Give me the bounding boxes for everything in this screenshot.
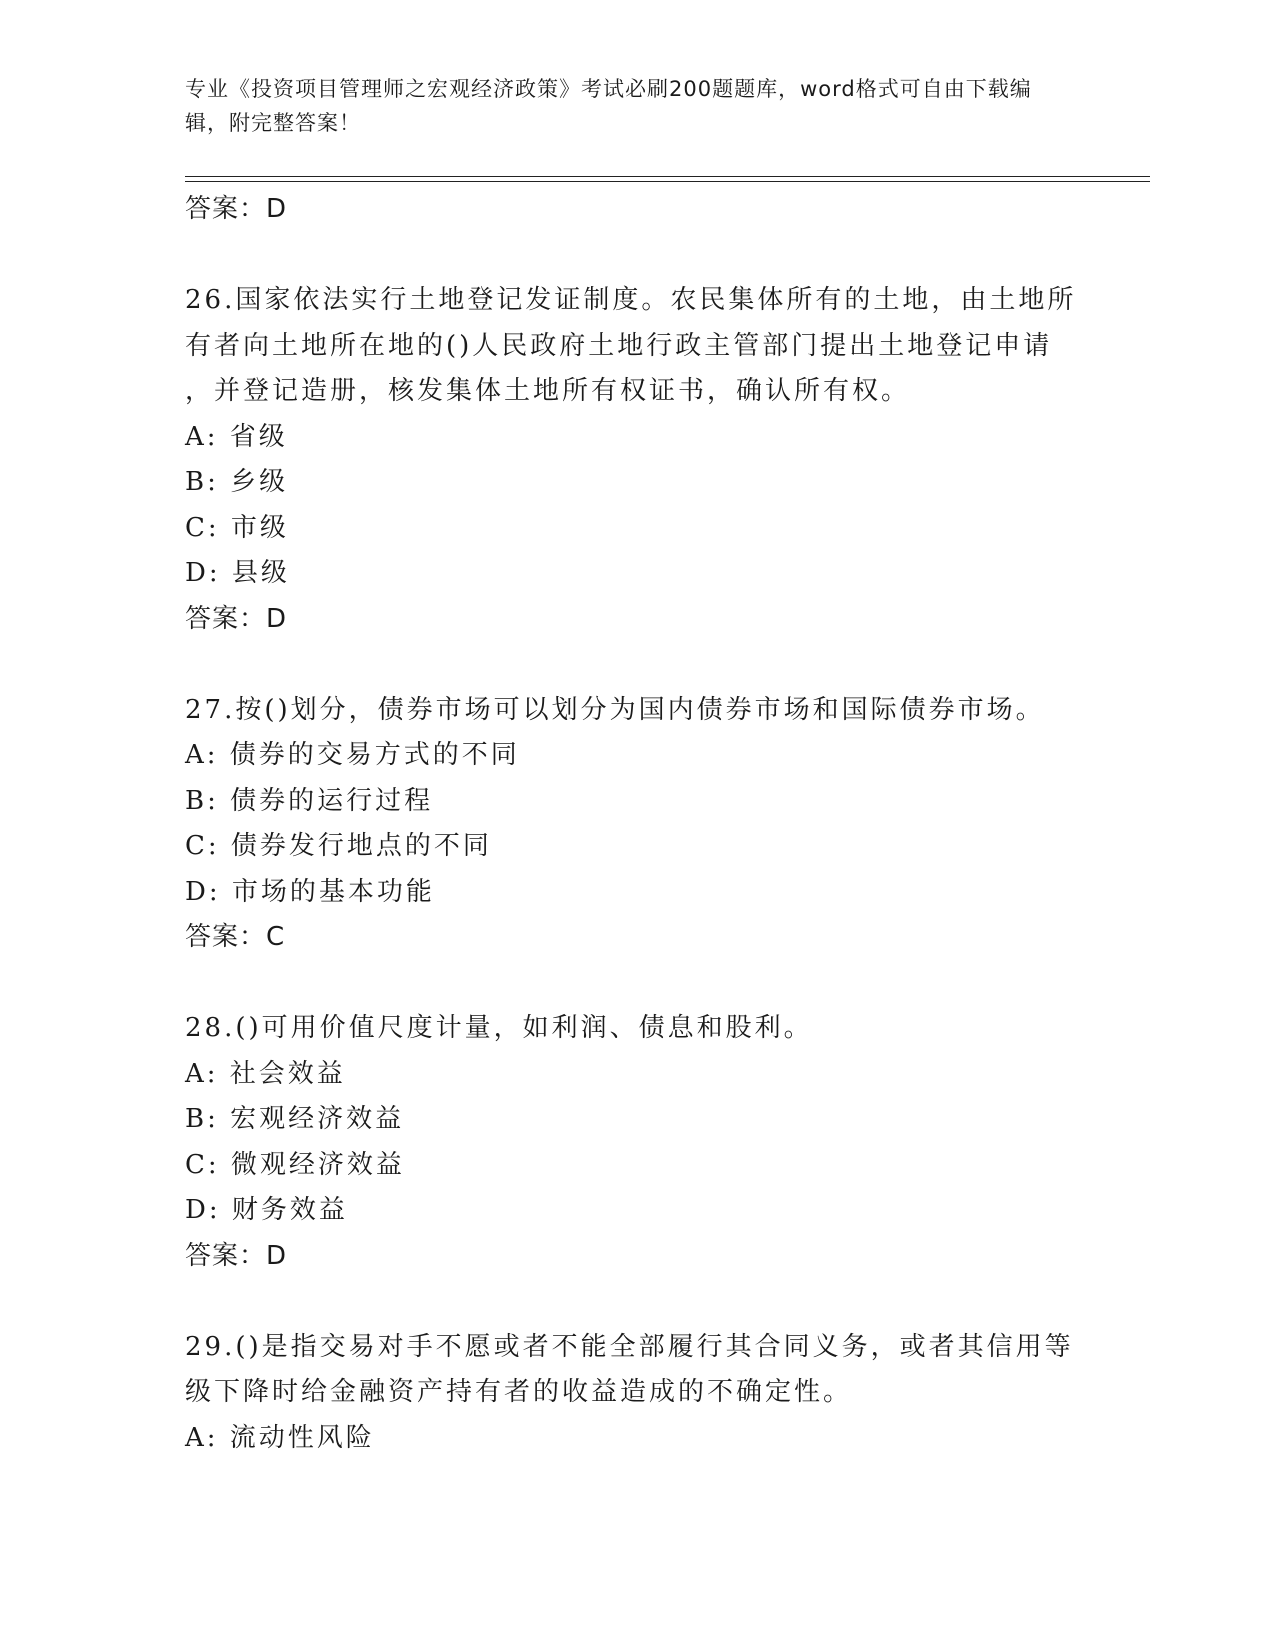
header-divider-secondary [185, 181, 1150, 182]
option-a: A: 社会效益 [185, 1058, 346, 1089]
question-text-line: 29.()是指交易对手不愿或者不能全部履行其合同义务，或者其信用等 [185, 1331, 1074, 1362]
answer-line: 答案：D [185, 194, 288, 224]
option-d: D: 市场的基本功能 [185, 876, 435, 907]
option-c: C: 微观经济效益 [185, 1149, 405, 1180]
page-header: 专业《投资项目管理师之宏观经济政策》考试必刷200题题库，word格式可自由下载编辑，附完整答案！ [185, 77, 1032, 135]
question-item [185, 1006, 1085, 1279]
question-item [185, 1325, 1085, 1462]
question-text-line: 26.国家依法实行土地登记发证制度。农民集体所有的土地，由土地所 [185, 285, 1077, 315]
header-divider [185, 176, 1150, 177]
answer-line: 答案：D [185, 603, 288, 634]
option-b: B: 乡级 [185, 467, 289, 497]
answer-line: 答案：D [185, 1240, 288, 1271]
question-text-line: 27.按()划分，债券市场可以划分为国内债券市场和国际债券市场。 [185, 694, 1045, 725]
option-a: A: 省级 [185, 421, 288, 452]
option-c: C: 债券发行地点的不同 [185, 831, 492, 861]
question-item [185, 688, 1085, 961]
question-text-line: 28.()可用价值尺度计量，如利润、债息和股利。 [185, 1013, 813, 1043]
question-item [185, 278, 1085, 642]
option-a: A: 债券的交易方式的不同 [185, 740, 520, 770]
answer-line: 答案：C [185, 922, 286, 952]
option-b: B: 宏观经济效益 [185, 1104, 405, 1134]
question-list [185, 187, 1085, 1461]
question-text-line: 有者向土地所在地的()人民政府土地行政主管部门提出土地登记申请 [185, 330, 1053, 361]
option-b: B: 债券的运行过程 [185, 785, 434, 816]
option-c: C: 市级 [185, 512, 289, 543]
question-text-line: ，并登记造册，核发集体土地所有权证书，确认所有权。 [185, 376, 911, 406]
option-d: D: 县级 [185, 558, 290, 588]
question-text-line: 级下降时给金融资产持有者的收益造成的不确定性。 [185, 1377, 853, 1407]
option-d: D: 财务效益 [185, 1195, 348, 1225]
option-a: A: 流动性风险 [185, 1422, 375, 1453]
